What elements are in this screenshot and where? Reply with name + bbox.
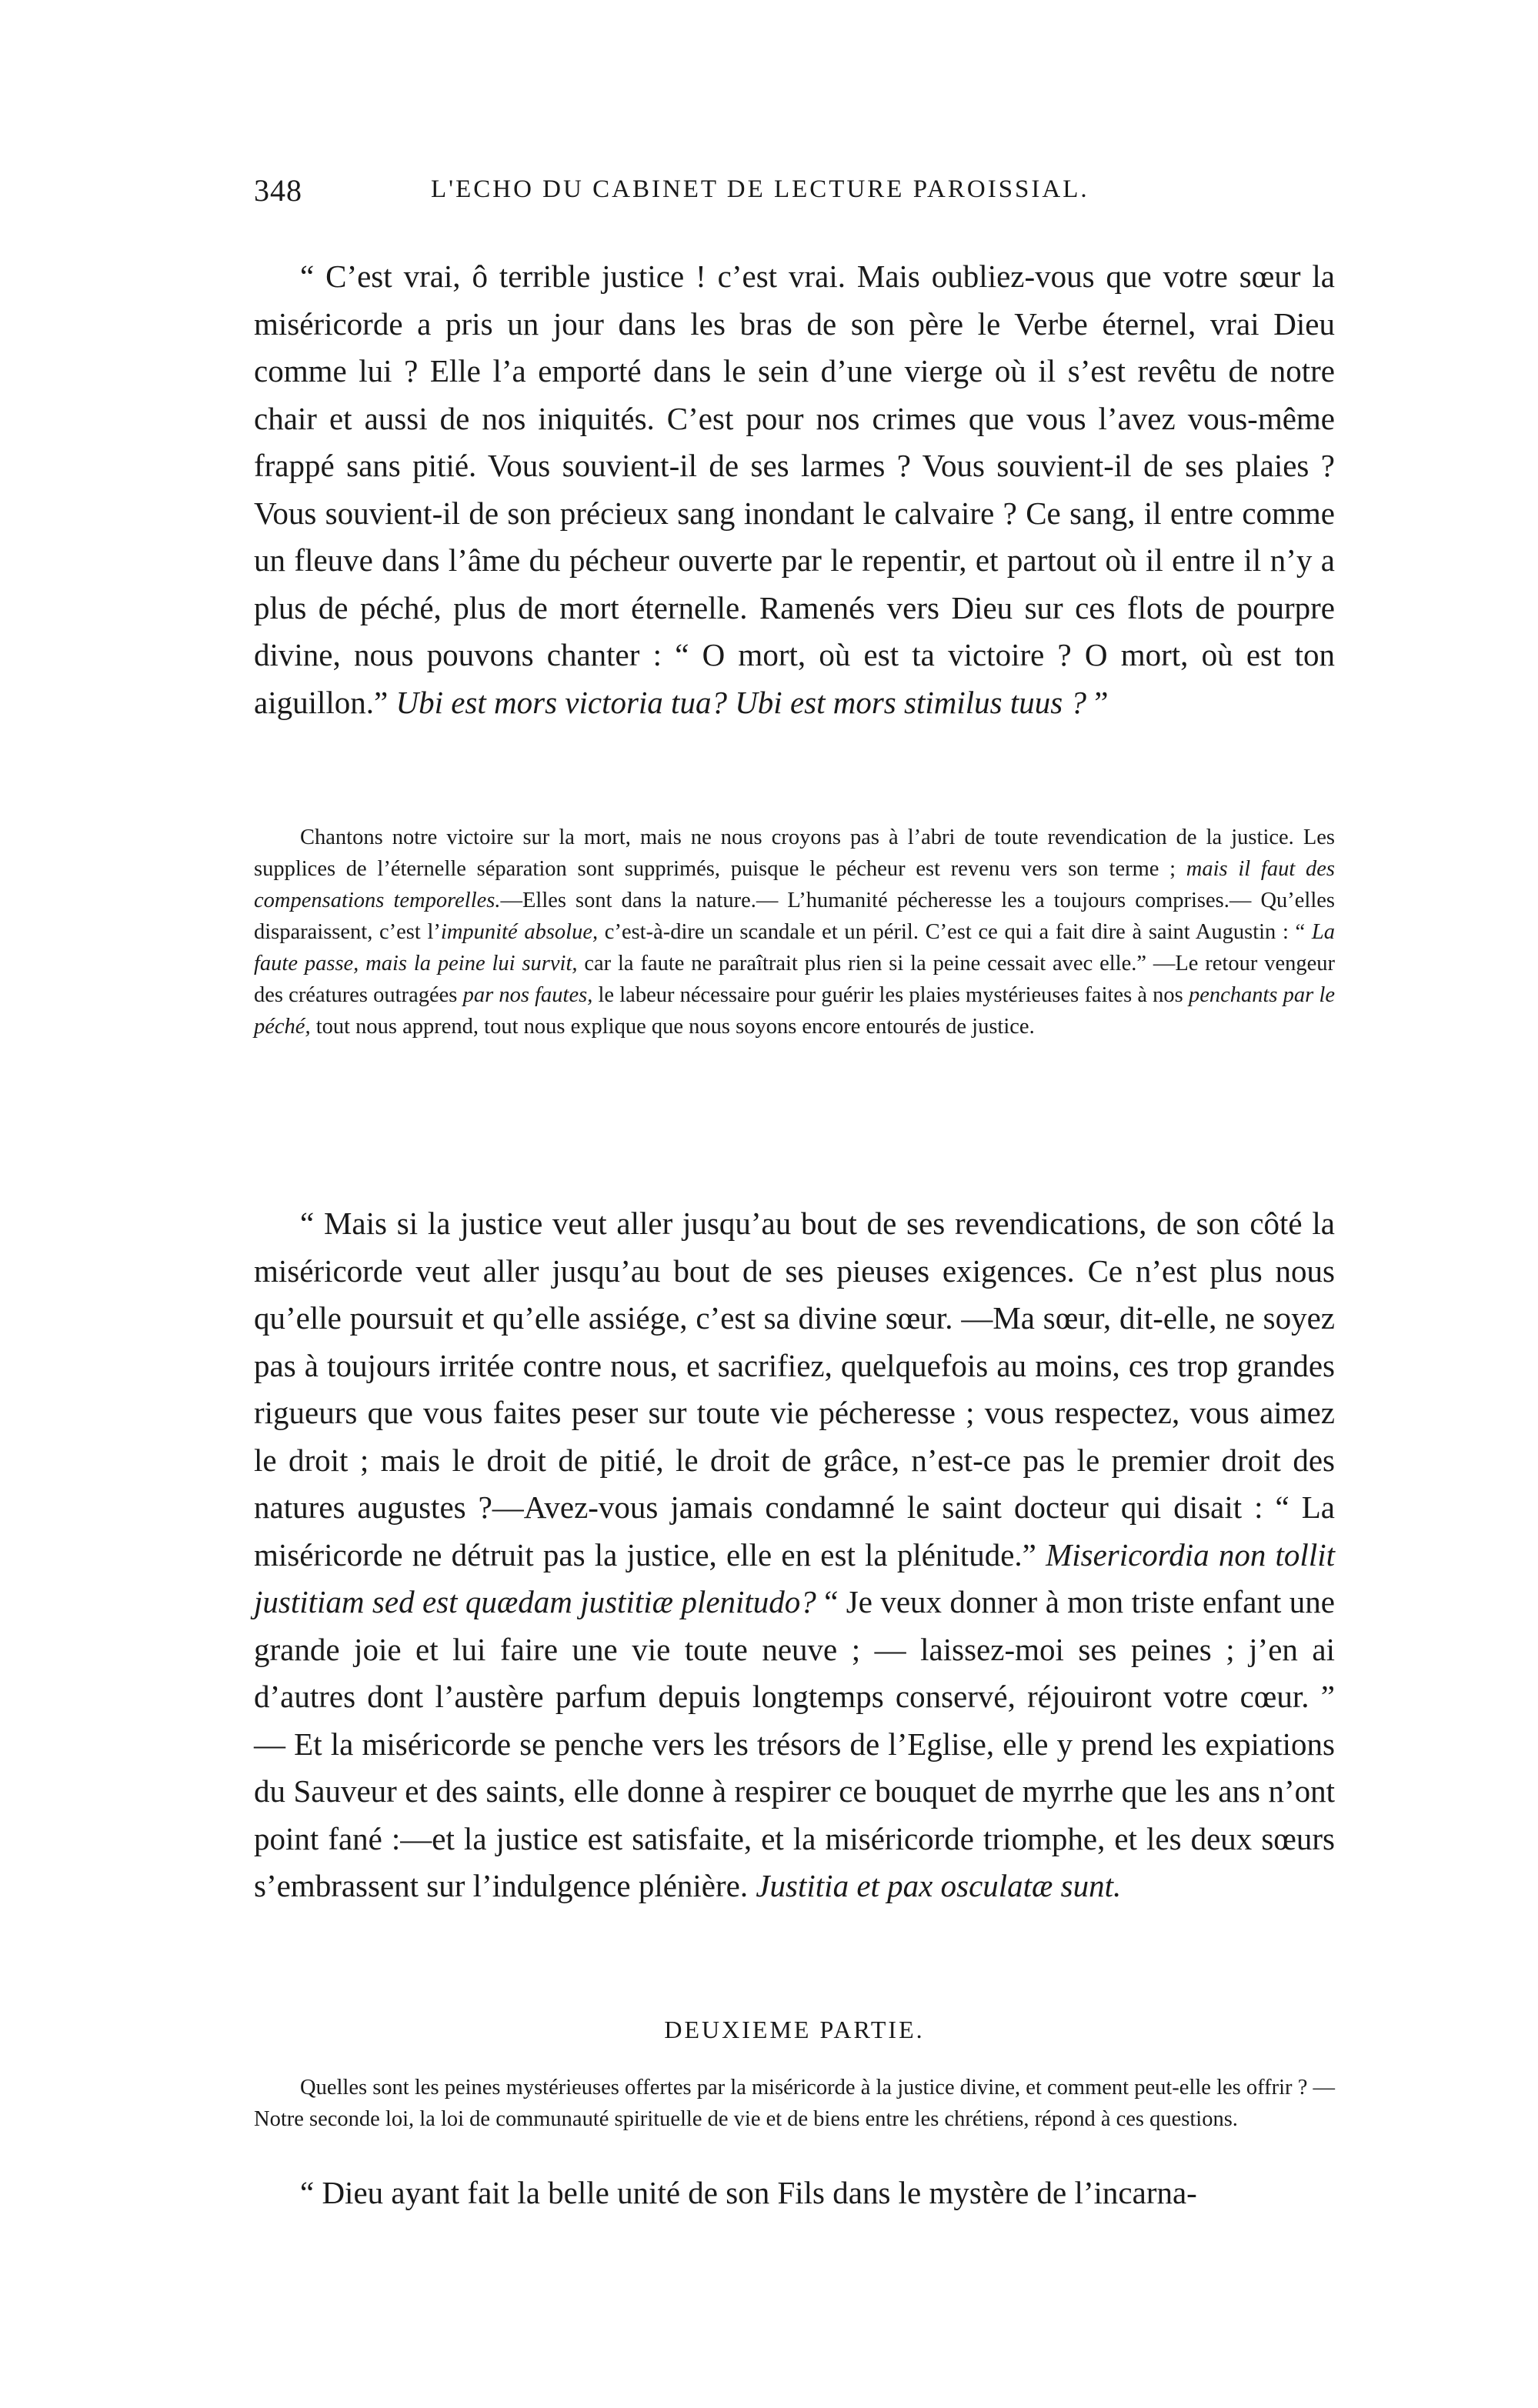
paragraph-2-latin-1: Misericordia non tollit justitiam sed est quædam justitiæ plenitudo?	[254, 1536, 1335, 1619]
page-number: 348	[254, 173, 302, 208]
footnote-1	[254, 822, 1335, 1042]
footnote-1-text-6: tout nous apprend, tout nous explique que nous soyons encore entourés de justice.	[310, 1015, 1035, 1039]
footnote-1-text-5: le labeur nécessaire pour guérir les plaies mystérieuses faites à nos	[592, 983, 1189, 1007]
footnote-1-text-4: car la faute ne paraîtrait plus rien si la peine cessait avec elle.” —Le retour vengeur des créatures outragées	[254, 952, 1335, 1007]
footnote-1-text-2: —Elles sont dans la nature.— L’humanité pécheresse les a toujours comprises.— Qu’elles disparaissent, c’est l’	[254, 889, 1335, 944]
paragraph-2-text-1: “ Mais si la justice veut aller jusqu’au bout de ses revendications, de son côté la miséricorde veut aller jusqu’au bout de ses pieuses exigences. Ce n’est plus nous qu’elle poursuit et qu’elle assiége, c’est sa divine sœur. —Ma sœur, dit-elle, ne soyez pas à toujours irritée contre nous, et sacrifiez, quelquefois au moins, ces trop grandes rigueurs que vous faites peser sur toute vie pécheresse ; vous respectez, vous aimez le droit ; mais le droit de pitié, le droit de grâce, n’est-ce pas le premier droit des natures augustes ?—Avez-vous jamais condamné le saint docteur qui disait : “ La miséricorde ne détruit pas la justice, elle en est la plénitude.”	[254, 1206, 1335, 1573]
paragraph-2-text-2: “ Je veux donner à mon triste enfant une grande joie et lui faire une vie toute neuve ; — laissez-moi ses peines ; j’en ai d’autres dont l’austère parfum depuis longtemps conservé, réjouiront votre cœur. ” — Et la miséricorde se penche vers les trésors de l’Eglise, elle y prend les expiations du Sauveur et des saints, elle donne à respirer ce bouquet de myrrhe que les ans n’ont point fané :—et la justice est satisfaite, et la miséricorde triomphe, et les deux sœurs s’embrassent sur l’indulgence plénière.	[254, 1584, 1335, 1903]
paragraph-2-latin-2: Justitia et pax osculatæ sunt.	[756, 1868, 1122, 1903]
section-title: DEUXIEME PARTIE.	[664, 2016, 925, 2043]
footnote-1-italic-2: impunité absolue,	[440, 920, 599, 944]
footnote-2	[254, 2072, 1335, 2135]
footnote-1-italic-1: mais il faut des compensations temporelles.	[254, 857, 1335, 912]
footnote-1-text-1: Chantons notre victoire sur la mort, mais ne nous croyons pas à l’abri de toute revendication de la justice. Les supplices de l’éternelle séparation sont supprimés, puisque le pécheur est revenu vers son terme ;	[254, 825, 1335, 881]
footnote-1-italic-3: La faute passe, mais la peine lui survit,	[254, 920, 1335, 976]
paragraph-2	[254, 1200, 1335, 1910]
paragraph-1-latin: Ubi est mors victoria tua? Ubi est mors stimilus tuus ?	[395, 684, 1086, 720]
paragraph-3	[254, 2170, 1335, 2217]
footnote-1-italic-5: penchants par le péché,	[254, 983, 1336, 1039]
running-head-title: L'ECHO DU CABINET DE LECTURE PAROISSIAL.	[431, 175, 1089, 203]
paragraph-1-text: “ C’est vrai, ô terrible justice ! c’est vrai. Mais oubliez-vous que votre sœur la miséricorde a pris un jour dans les bras de son père le Verbe éternel, vrai Dieu comme lui ? Elle l’a emporté dans le sein d’une vierge où il s’est revêtu de notre chair et aussi de nos iniquités. C’est pour nos crimes que vous l’avez vous-même frappé sans pitié. Vous souvient-il de ses larmes ? Vous souvient-il de ses plaies ? Vous souvient-il de son précieux sang inondant le calvaire ? Ce sang, il entre comme un fleuve dans l’âme du pécheur ouverte par le repentir, et partout où il entre il n’y a plus de péché, plus de mort éternelle. Ramenés vers Dieu sur ces flots de pourpre divine, nous pouvons chanter : “ O mort, où est ta victoire ? O mort, où est ton aiguillon.”	[254, 258, 1335, 720]
paragraph-1	[254, 253, 1335, 726]
paragraph-3-text: “ Dieu ayant fait la belle unité de son Fils dans le mystère de l’incarna-	[300, 2175, 1197, 2210]
running-head	[254, 172, 1346, 218]
footnote-1-text-3: c’est-à-dire un scandale et un péril. C’est ce qui a fait dire à saint Augustin : “	[598, 920, 1312, 944]
footnote-2-text: Quelles sont les peines mystérieuses offertes par la miséricorde à la justice divine, et comment peut-elle les offrir ? — Notre seconde loi, la loi de communauté spirituelle de vie et de biens entre les chrétiens, répond à ces questions.	[254, 2076, 1335, 2131]
footnote-1-italic-4: par nos fautes,	[462, 983, 593, 1007]
paragraph-1-closing-quote: ”	[1086, 684, 1109, 720]
